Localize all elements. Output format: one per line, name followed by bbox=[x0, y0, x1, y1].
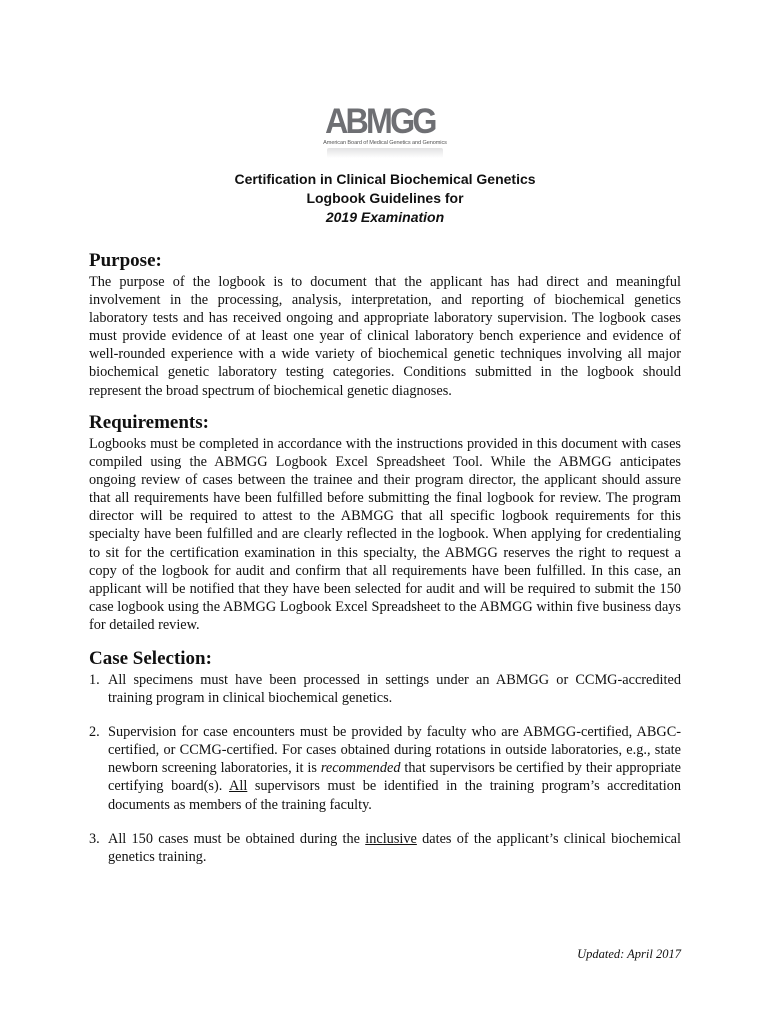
purpose-heading: Purpose: bbox=[89, 250, 162, 271]
text-segment: All 150 cases must be obtained during the bbox=[108, 830, 366, 847]
list-item bbox=[89, 830, 681, 866]
underlined-text: inclusive bbox=[365, 830, 417, 847]
text-segment: Supervision for case encounters must be provided by faculty who are ABMGG-certified, ABGC-certified, or CCMG-certified. For cases obtained during rotations in outside laboratories, e.g., state newborn screening laboratories, it is bbox=[108, 724, 681, 777]
text-segment: dates of the applicant’s clinical biochemical genetics training. bbox=[108, 830, 682, 865]
list-number: 1. bbox=[89, 672, 100, 688]
list-item-text: All specimens must have been processed in settings under an ABMGG or CCMG-accredited training program in clinical biochemical genetics. bbox=[108, 672, 681, 707]
emphasis-text: recommended bbox=[320, 760, 401, 777]
abmgg-logo bbox=[321, 104, 449, 160]
logo-wordmark: ABMGG bbox=[325, 102, 435, 141]
title-line-1: Certification in Clinical Biochemical Genetics bbox=[234, 171, 536, 187]
list-item bbox=[89, 671, 681, 707]
text-segment: that supervisors be certified by their appropriate certifying board(s). bbox=[108, 760, 682, 795]
underlined-text: All bbox=[229, 778, 248, 795]
requirements-section bbox=[89, 412, 681, 634]
text-segment: supervisors must be identified in the training program’s accreditation documents as members of the training faculty. bbox=[108, 778, 681, 813]
list-item bbox=[89, 723, 681, 813]
list-number: 2. bbox=[89, 724, 100, 741]
purpose-section bbox=[89, 250, 681, 400]
case-selection-heading: Case Selection: bbox=[89, 648, 212, 669]
list-number: 3. bbox=[89, 830, 100, 847]
requirements-heading: Requirements: bbox=[89, 412, 209, 433]
purpose-paragraph: The purpose of the logbook is to document that the applicant has had direct and meaningful involvement in the processing, analysis, interpretation, and reporting of biochemical genetics laboratory tests and has received ongoing and appropriate laboratory supervision. The logbook cases must provide evidence of at least one year of clinical laboratory bench experience and evidence of well-rounded experience with a wide variety of biochemical genetic techniques involving all major biochemical genetic laboratory testing categories. Conditions submitted in the logbook should represent the broad spectrum of biochemical genetic diagnoses. bbox=[89, 274, 681, 399]
logo-reflection bbox=[327, 148, 443, 158]
list-item-text bbox=[108, 830, 681, 866]
document-title bbox=[89, 170, 681, 227]
case-selection-section bbox=[89, 648, 681, 882]
case-selection-list bbox=[89, 671, 681, 866]
document-page bbox=[89, 0, 681, 1024]
updated-date: Updated: April 2017 bbox=[577, 947, 681, 961]
title-line-3: 2019 Examination bbox=[325, 209, 445, 225]
logo-subtitle: American Board of Medical Genetics and Genomics bbox=[323, 140, 447, 146]
requirements-paragraph: Logbooks must be completed in accordance with the instructions provided in this document with cases compiled using the ABMGG Logbook Excel Spreadsheet Tool. While the ABMGG anticipates ongoing review of cases between the trainee and their program director, the applicant should assure that all requirements have been fulfilled before submitting the final logbook for review. The program director will be required to attest to the ABMGG that all specific logbook requirements for this specialty have been fulfilled and are clearly reflected in the logbook. When applying for credentialing to sit for the certification examination in this specialty, the ABMGG reserves the right to request a copy of the logbook for audit and confirm that all requirements have been fulfilled. In this case, an applicant will be notified that they have been selected for audit and will be required to submit the 150 case logbook using the ABMGG Logbook Excel Spreadsheet to the ABMGG within five business days for detailed review. bbox=[89, 436, 681, 633]
list-item-text bbox=[108, 723, 681, 813]
title-line-2: Logbook Guidelines for bbox=[306, 190, 464, 206]
